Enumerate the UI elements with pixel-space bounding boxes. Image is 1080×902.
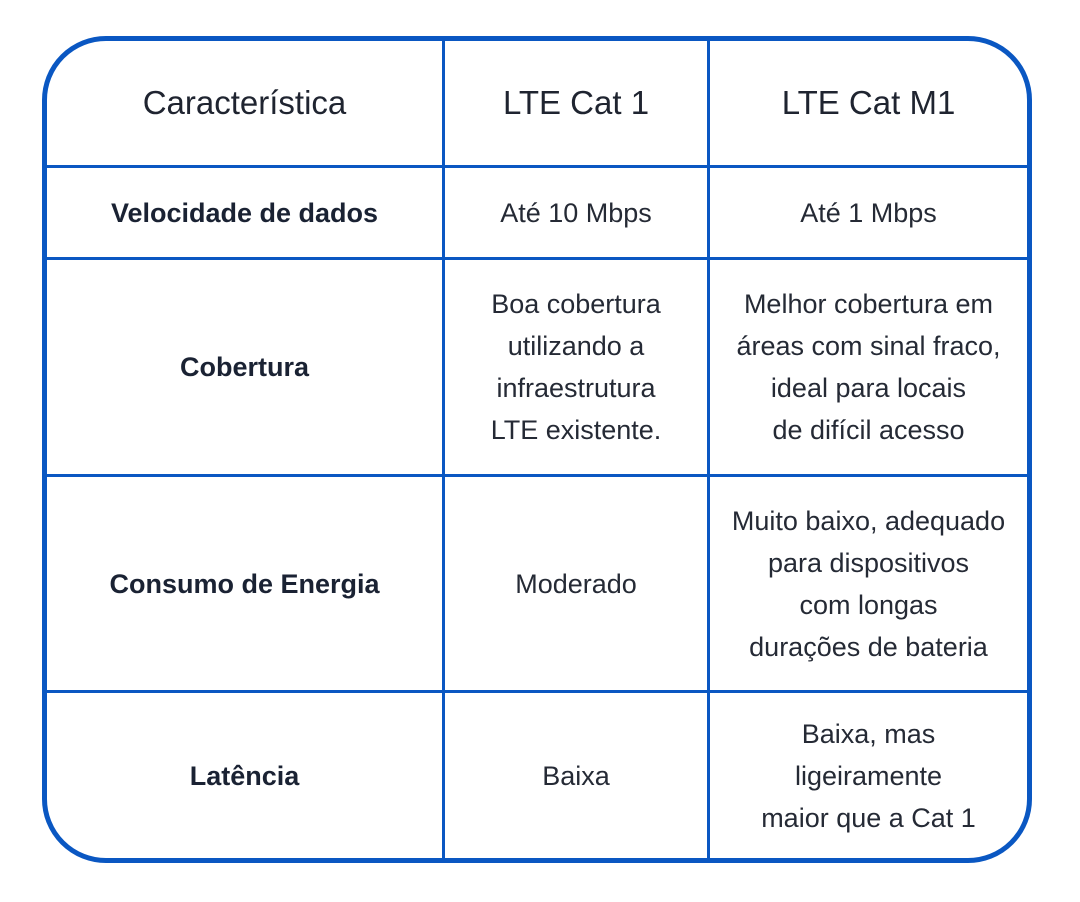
header-caracteristica: Característica xyxy=(47,41,445,168)
row-latencia-cat1: Baixa xyxy=(445,693,710,858)
row-cobertura-cat1: Boa cobertura utilizando a infraestrutura LTE existente. xyxy=(445,260,710,477)
comparison-grid xyxy=(47,41,1027,858)
row-velocidade-feature: Velocidade de dados xyxy=(47,168,445,260)
row-consumo-feature: Consumo de Energia xyxy=(47,477,445,693)
row-velocidade-catm1: Até 1 Mbps xyxy=(710,168,1027,260)
row-latencia-catm1: Baixa, mas ligeiramente maior que a Cat 1 xyxy=(761,718,976,833)
row-latencia-feature: Latência xyxy=(47,693,445,858)
header-lte-catm1: LTE Cat M1 xyxy=(710,41,1027,168)
header-lte-cat1: LTE Cat 1 xyxy=(445,41,710,168)
row-consumo-catm1: Muito baixo, adequado para dispositivos com longas durações de bateria xyxy=(710,477,1027,693)
row-cobertura-catm1: Melhor cobertura em áreas com sinal fraco, ideal para locais de difícil acesso xyxy=(710,260,1027,477)
row-velocidade-cat1: Até 10 Mbps xyxy=(445,168,710,260)
row-consumo-cat1: Moderado xyxy=(445,477,710,693)
comparison-table xyxy=(42,36,1032,863)
row-cobertura-feature: Cobertura xyxy=(47,260,445,477)
